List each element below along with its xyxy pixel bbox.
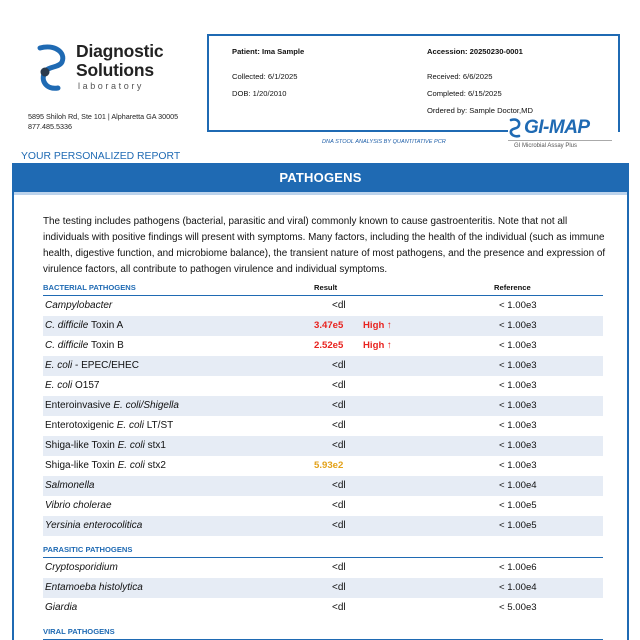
table-row (43, 436, 603, 456)
reference-range: < 1.00e3 (499, 380, 537, 391)
result-value: <dl (332, 582, 346, 593)
pathogen-name: Enterotoxigenic E. coli LT/ST (45, 420, 174, 431)
collected-date: Collected: 6/1/2025 (232, 72, 298, 81)
reference-range: < 1.00e5 (499, 520, 537, 531)
pathogen-name (45, 558, 118, 578)
table-row (43, 476, 603, 496)
pathogen-italic-name: Yersinia enterocolitica (45, 520, 143, 531)
reference-range: < 1.00e3 (499, 400, 537, 411)
high-flag: High ↑ (363, 340, 392, 351)
result-value: <dl (332, 562, 346, 573)
result-value: <dl (332, 480, 346, 491)
table-row (43, 578, 603, 598)
pathogen-italic-name: Campylobacter (45, 300, 113, 311)
pathogen-italic-name: Giardia (45, 602, 78, 613)
reference-range: < 1.00e3 (499, 360, 537, 371)
table-row (43, 316, 603, 336)
pathogen-name: Enteroinvasive E. coli/Shigella (45, 400, 179, 411)
section-title: PATHOGENS (14, 163, 627, 192)
table-row (43, 296, 603, 316)
reference-range: < 1.00e3 (499, 340, 537, 351)
pathogen-name: E. coli O157 (45, 380, 100, 391)
reference-column-header: Reference (494, 283, 531, 292)
result-value: 3.47e5 (314, 320, 344, 331)
pathogen-name: C. difficile Toxin A (45, 320, 124, 331)
result-value: 5.93e2 (314, 460, 344, 471)
table-row (43, 356, 603, 376)
reference-range: < 1.00e4 (499, 480, 537, 491)
result-value: <dl (332, 602, 346, 613)
report-title: YOUR PERSONALIZED REPORT (21, 151, 181, 162)
gi-map-name: GI-MAP (524, 117, 590, 138)
table-row (43, 516, 603, 536)
reference-range: < 1.00e5 (499, 500, 537, 511)
section-intro: The testing includes pathogens (bacterial, parasitic and viral) commonly known to cause gastroenteritis. Note that not all individuals with positive findings will present with symptoms. Many factors, including the health of the individual (such as immune health, digestive function, and microbiome balance), the transient nature of most pathogens, and the presence and expression of virulence factors, all contribute to pathogen virulence and individual symptoms. (43, 216, 606, 275)
result-value: <dl (332, 440, 346, 451)
result-column-header: Result (314, 283, 338, 292)
analysis-caption: DNA STOOL ANALYSIS BY QUANTITATIVE PCR (322, 139, 446, 145)
result-value: <dl (332, 400, 346, 411)
accession-number: Accession: 20250230-0001 (427, 47, 523, 56)
pathogen-italic-name: Vibrio cholerae (45, 500, 112, 511)
pathogen-italic-name: C. difficile (45, 340, 89, 351)
reference-range: < 1.00e4 (499, 582, 537, 593)
lab-address (28, 112, 178, 132)
pathogen-italic-name: E. coli (45, 360, 73, 371)
lab-logo-icon (36, 44, 68, 94)
high-flag: High ↑ (363, 320, 392, 331)
pathogen-name (45, 578, 143, 598)
reference-range: < 1.00e6 (499, 562, 537, 573)
lab-logo (36, 42, 226, 102)
lab-name-line3: laboratory (78, 81, 145, 91)
lab-name-line2: Solutions (76, 60, 154, 80)
category-heading: BACTERIAL PATHOGENS (43, 283, 136, 292)
pathogen-name (45, 496, 112, 516)
pathogen-name (45, 516, 142, 536)
pathogen-name (45, 598, 77, 618)
table-header (43, 283, 603, 294)
lab-name-line1: Diagnostic (76, 41, 164, 61)
category-heading: PARASITIC PATHOGENS (43, 545, 133, 554)
received-date: Received: 6/6/2025 (427, 72, 493, 81)
pathogen-name: E. coli - EPEC/EHEC (45, 360, 139, 371)
result-value: 2.52e5 (314, 340, 344, 351)
table-header (43, 545, 603, 556)
section-title-underline (14, 192, 627, 195)
table-row (43, 376, 603, 396)
table-row (43, 496, 603, 516)
pathogen-italic-name: E. coli/Shigella (113, 400, 179, 411)
pathogen-italic-name: Salmonella (45, 480, 95, 491)
lab-address-street: 5895 Shiloh Rd, Ste 101 | Alpharetta GA 30005 (28, 112, 179, 121)
completed-date: Completed: 6/15/2025 (427, 89, 502, 98)
reference-range: < 5.00e3 (499, 602, 537, 613)
gi-map-divider (508, 140, 612, 141)
result-value: <dl (332, 500, 346, 511)
pathogens-section (12, 163, 629, 640)
pathogen-italic-name: Entamoeba histolytica (45, 582, 143, 593)
dob: DOB: 1/20/2010 (232, 89, 287, 98)
pathogen-name: C. difficile Toxin B (45, 340, 124, 351)
table-row (43, 396, 603, 416)
reference-range: < 1.00e3 (499, 420, 537, 431)
pathogen-italic-name: Cryptosporidium (45, 562, 118, 573)
reference-range: < 1.00e3 (499, 300, 537, 311)
result-value: <dl (332, 380, 346, 391)
table-header (43, 627, 603, 638)
reference-range: < 1.00e3 (499, 440, 537, 451)
result-value: <dl (332, 420, 346, 431)
pathogen-italic-name: E. coli (117, 440, 145, 451)
pathogen-name: Shiga-like Toxin E. coli stx1 (45, 440, 166, 451)
pathogen-name (45, 296, 112, 316)
result-value: <dl (332, 300, 346, 311)
reference-range: < 1.00e3 (499, 460, 537, 471)
table-row (43, 416, 603, 436)
table-row (43, 456, 603, 476)
pathogen-italic-name: E. coli (116, 420, 144, 431)
gi-map-subtitle: GI Microbial Assay Plus (514, 143, 578, 149)
result-value: <dl (332, 520, 346, 531)
pathogen-italic-name: E. coli (117, 460, 145, 471)
category-heading: VIRAL PATHOGENS (43, 627, 115, 636)
ordered-by: Ordered by: Sample Doctor,MD (427, 106, 533, 115)
pathogen-italic-name: E. coli (45, 380, 73, 391)
pathogen-italic-name: C. difficile (45, 320, 89, 331)
result-value: <dl (332, 360, 346, 371)
pathogen-name: Shiga-like Toxin E. coli stx2 (45, 460, 166, 471)
reference-range: < 1.00e3 (499, 320, 537, 331)
table-row (43, 558, 603, 578)
gi-map-logo (508, 117, 618, 153)
gi-map-icon (508, 118, 522, 138)
lab-address-phone: 877.485.5336 (28, 122, 72, 131)
table-row (43, 598, 603, 618)
pathogen-name (45, 476, 94, 496)
patient-name: Patient: Ima Sample (232, 47, 305, 56)
table-row (43, 336, 603, 356)
